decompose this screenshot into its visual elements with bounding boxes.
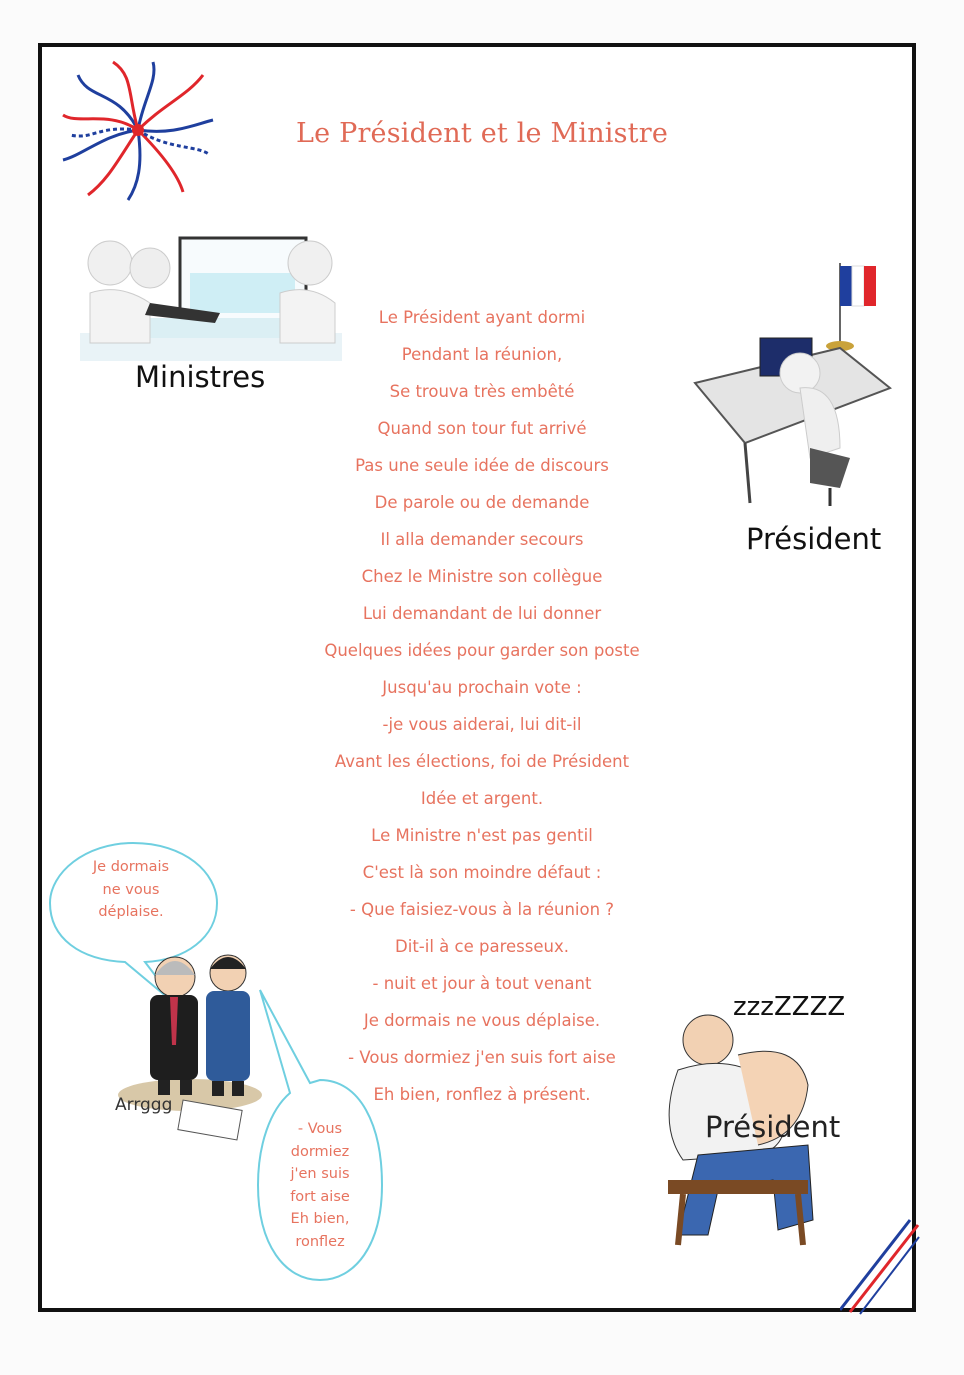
poem-line: C'est là son moindre défaut : [362, 863, 602, 882]
poem-line: Dit-il à ce paresseux. [395, 937, 569, 956]
poem-line: Lui demandant de lui donner [362, 604, 602, 623]
cartoon-caption: Arrggg [115, 1095, 173, 1115]
poem-line: -je vous aiderai, lui dit-il [382, 715, 582, 734]
president-sleeping-label: Président [705, 1110, 841, 1144]
poem-line: Pas une seule idée de discours [355, 456, 609, 475]
poem-line: Quand son tour fut arrivé [377, 419, 587, 438]
poem-line: Eh bien, ronflez à présent. [373, 1085, 591, 1104]
president-desk-label: Président [746, 522, 882, 556]
sleep-zzz: zzzZZZZ [733, 995, 846, 1022]
president-desk-illustration [690, 258, 910, 508]
poem-line: - nuit et jour à tout venant [372, 974, 592, 993]
poem-line: - Que faisiez-vous à la réunion ? [349, 900, 615, 919]
poem-line: - Vous dormiez j'en suis fort aise [348, 1048, 616, 1067]
tricolor-stripes-decoration [840, 1215, 920, 1315]
poem-line: Je dormais ne vous déplaise. [363, 1011, 601, 1030]
poem-line: Il alla demander secours [380, 530, 584, 549]
poem-line: Le Ministre n'est pas gentil [371, 826, 593, 845]
poem-line: Idée et argent. [420, 789, 544, 808]
speech-bubble-top-text: Je dormais ne vous déplaise. [92, 859, 170, 920]
poem-line: Pendant la réunion, [401, 345, 563, 364]
poem-line: Chez le Ministre son collègue [361, 567, 603, 586]
page-title: Le Président et le Ministre [295, 118, 669, 149]
poem-line: Se trouva très embêté [389, 382, 575, 401]
politicians-cartoon-illustration [110, 935, 270, 1145]
poem-line: Jusqu'au prochain vote : [382, 678, 582, 697]
poem-line: De parole ou de demande [374, 493, 590, 512]
ministres-label: Ministres [135, 360, 266, 394]
poem-line: Quelques idées pour garder son poste [324, 641, 640, 660]
poem-line: Le Président ayant dormi [378, 308, 586, 327]
speech-bubble-bottom-text: - Vous dormiez j'en suis fort aise Eh bien, ronflez [290, 1121, 350, 1250]
poem-line: Avant les élections, foi de Président [334, 752, 630, 771]
